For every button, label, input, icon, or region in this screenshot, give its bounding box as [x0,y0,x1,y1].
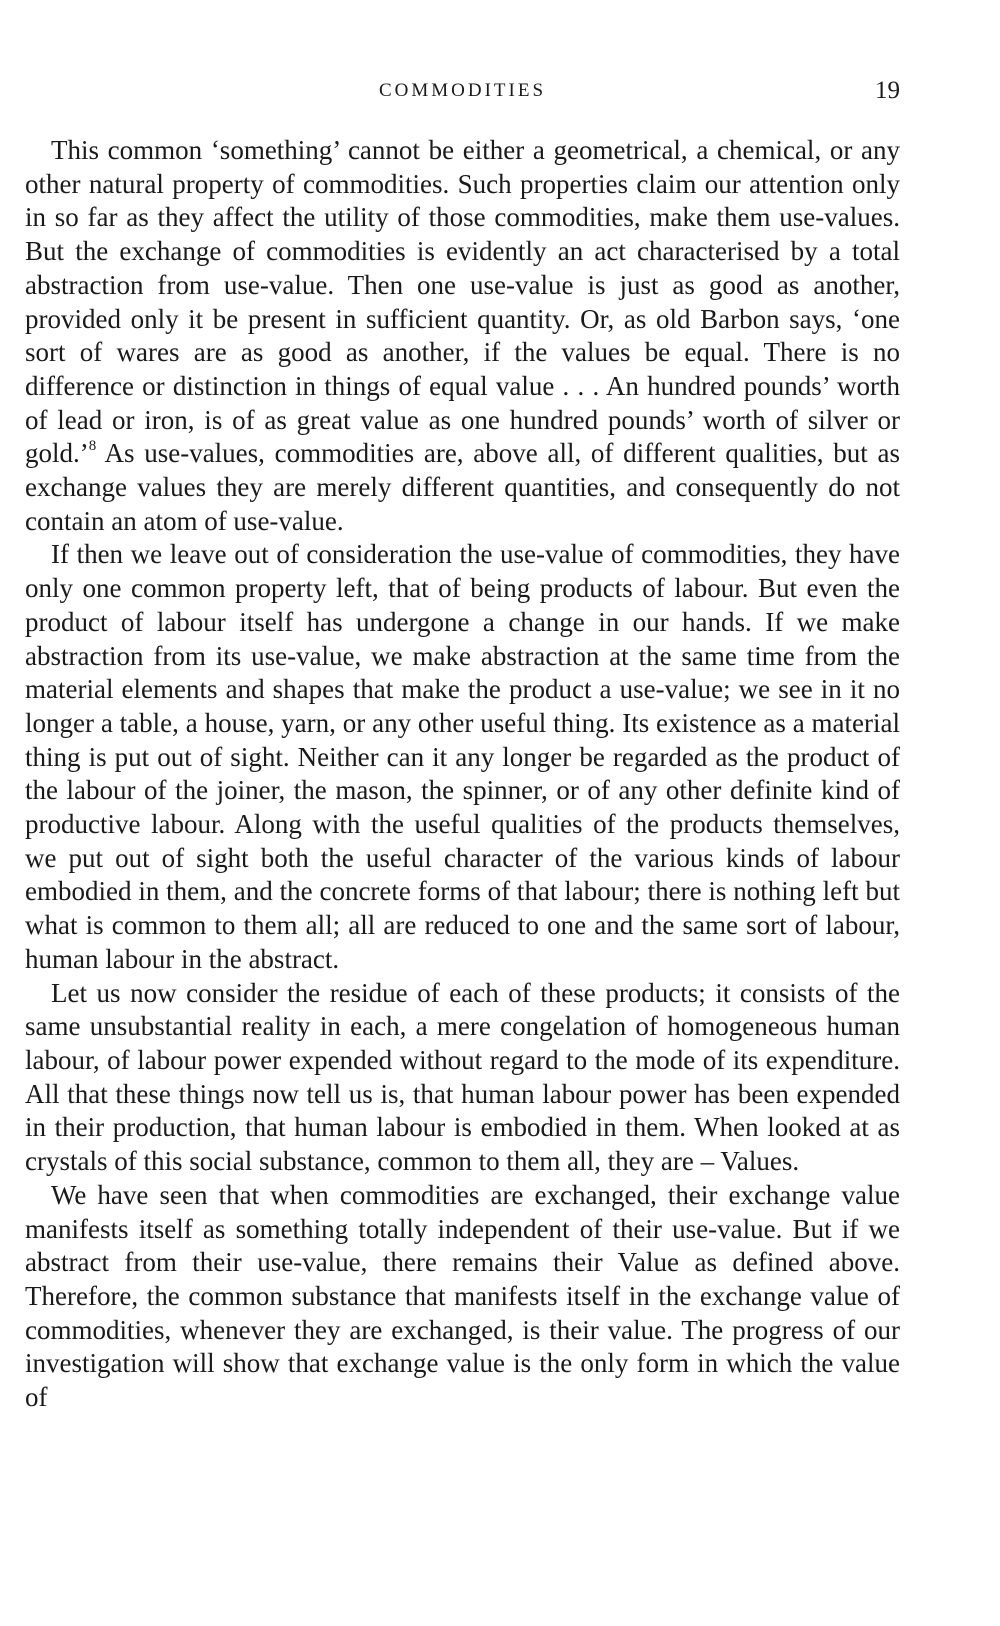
paragraph-3: Let us now consider the residue of each of these products; it consists of the same unsubstantial reality in each, a mere congelation of homogeneous human labour, of labour power expended without regard to the mode of its expenditure. All that these things now tell us is, that human labour power has been expended in their production, that human labour is embodied in them. When looked at as crystals of this social substance, common to them all, they are – Values. [25,977,900,1177]
paragraph-1-text-b: As use-values, commodities are, above all, of different qualities, but as exchange values they are merely different quantities, and consequently do not contain an atom of use-value. [25,438,900,536]
page-number: 19 [875,77,900,104]
body-text [25,134,900,1415]
paragraph-4: We have seen that when commodities are exchanged, their exchange value manifests itself as something totally independent of their use-value. But if we abstract from their use-value, there remains their Value as defined above. Therefore, the common substance that manifests itself in the exchange value of commodities, whenever they are exchanged, is their value. The progress of our investigation will show that exchange value is the only form in which the value of [25,1179,900,1413]
running-head [25,74,900,108]
paragraph-2: If then we leave out of consideration the use-value of commodities, they have only one common property left, that of being products of labour. But even the product of labour itself has undergone a change in our hands. If we make abstraction from its use-value, we make abstraction at the same time from the material elements and shapes that make the product a use-value; we see in it no longer a table, a house, yarn, or any other useful thing. Its existence as a material thing is put out of sight. Neither can it any longer be regarded as the product of the labour of the joiner, the mason, the spinner, or of any other definite kind of productive labour. Along with the useful qualities of the products themselves, we put out of sight both the useful character of the various kinds of labour embodied in them, and the concrete forms of that labour; there is nothing left but what is common to them all; all are reduced to one and the same sort of labour, human labour in the abstract. [25,539,900,974]
running-title: COMMODITIES [378,80,547,101]
paragraph-1-text-a: This common ‘something’ cannot be either a geometrical, a chemical, or any other natural property of commodities. Such properties claim our attention only in so far as they affect the utility of those commodities, make them use-values. But the exchange of commodities is evidently an act characterised by a total abstraction from use-value. Then one use-value is just as good as another, provided only it be present in sufficient quantity. Or, as old Barbon says, ‘one sort of wares are as good as another, if the values be equal. There is no difference or distinction in things of equal value . . . An hundred pounds’ worth of lead or iron, is of as great value as one hundred pounds’ worth of silver or gold.’ [25,135,900,469]
paragraph-1 [25,134,900,538]
footnote-reference: 8 [88,438,97,455]
